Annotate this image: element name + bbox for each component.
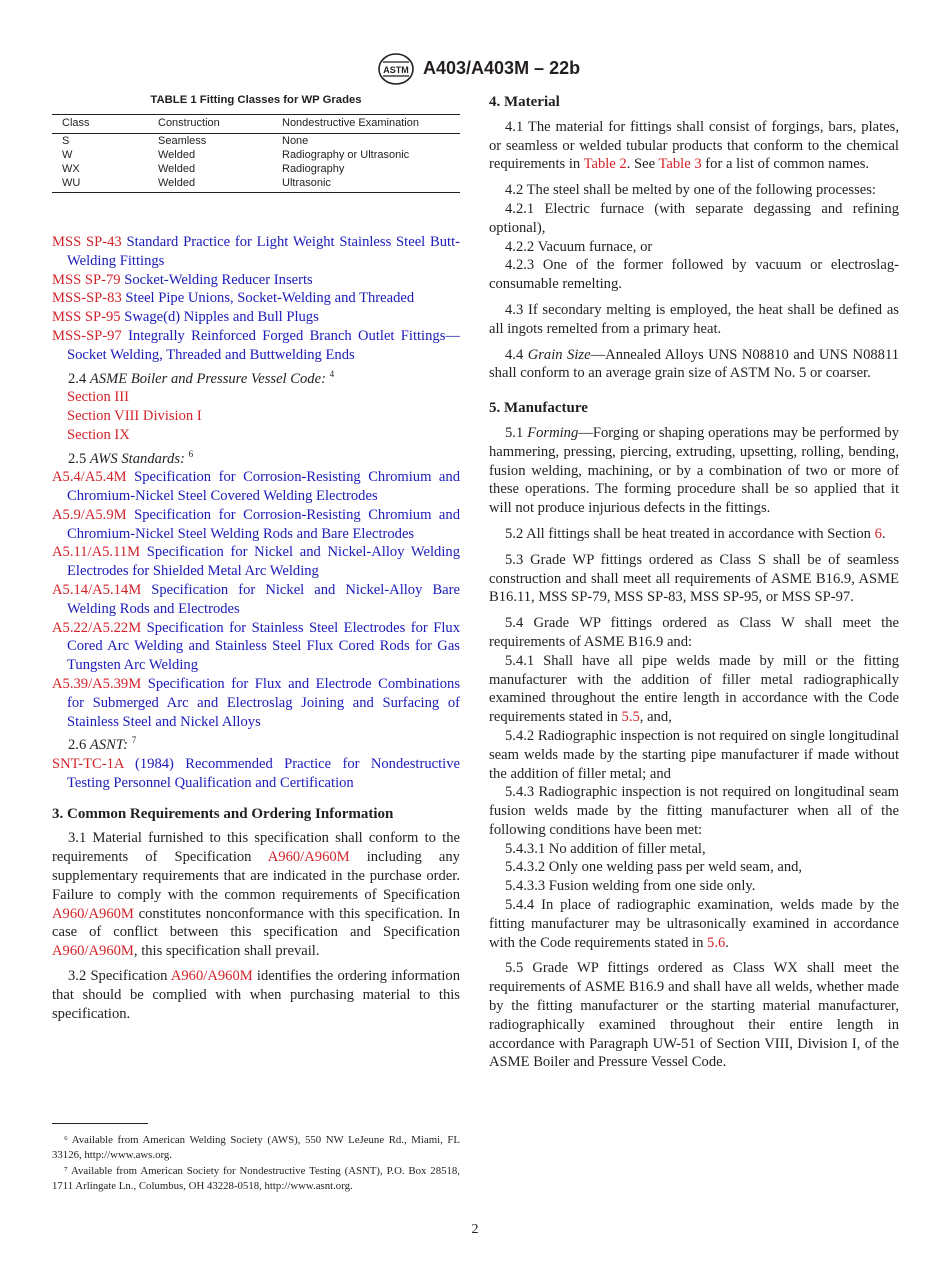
paragraph-5-4: 5.4 Grade WP fittings ordered as Class W shall meet the requirements of ASME B16.9 and: bbox=[489, 615, 899, 650]
svg-text:ASTM: ASTM bbox=[383, 65, 409, 75]
paragraph-5-4-3: 5.4.3 Radiographic inspection is not required on longitudinal seam fusion welds made by the fitting manufacturer when all of the following conditions have been met: bbox=[489, 784, 899, 838]
paragraph-4-3: 4.3 If secondary melting is employed, the heat shall be defined as all ingots remelted from a primary heat. bbox=[489, 301, 899, 337]
table-row: WX Welded Radiography bbox=[62, 163, 345, 175]
paragraph-4-2-1: 4.2.1 Electric furnace (with separate degassing and refining optional), bbox=[489, 200, 899, 236]
reference-aws-a5-9[interactable]: A5.9/A5.9M Specification for Corrosion-Resisting Chromium and Chromium-Nickel Steel Welding Rods and Bare Electrodes bbox=[52, 506, 461, 542]
table-row: WU Welded Ultrasonic bbox=[62, 177, 331, 189]
reference-snt-tc-1a[interactable]: SNT-TC-1A (1984) Recommended Practice for Nondestructive Testing Personnel Qualification and Certification bbox=[52, 756, 460, 791]
paragraph-5-4-3-3: 5.4.3.3 Fusion welding from one side only. bbox=[505, 878, 756, 895]
link-table-3[interactable]: Table 3 bbox=[658, 156, 702, 173]
paragraph-4-4: 4.4 Grain Size—Annealed Alloys UNS N08810 and UNS N08811 shall conform to an average grain size of ASTM No. 5 or coarser. bbox=[489, 346, 900, 382]
paragraph-4-1: 4.1 The material for fittings shall consist of forgings, bars, plates, or seamless or welded tubular products that conform to the chemical requirements in Table 2. See Table 3 for a list of common names. bbox=[489, 118, 899, 173]
table-row: S Seamless None bbox=[62, 135, 309, 147]
reference-aws-a5-4[interactable]: A5.4/A5.4M Specification for Corrosion-Resisting Chromium and Chromium-Nickel Steel Covered Welding Electrodes bbox=[52, 469, 461, 505]
paragraph-5-1: 5.1 Forming—Forging or shaping operations may be performed by hammering, pressing, piercing, extruding, upsetting, rolling, bending, fusion welding, machining, or by a combination of two or more of these operations. The forming procedure shall be so applied that it will not produce injurious defects in the fittings. bbox=[489, 424, 899, 517]
paragraph-5-4-3-1: 5.4.3.1 No addition of filler metal, bbox=[505, 840, 706, 857]
section-4-heading: 4. Material bbox=[489, 94, 560, 110]
table1-header-class: Class bbox=[62, 117, 90, 129]
reference-aws-a5-11[interactable]: A5.11/A5.11M Specification for Nickel and Nickel-Alloy Welding Electrodes for Shielded Metal Arc Welding bbox=[52, 544, 460, 580]
section-5-heading: 5. Manufacture bbox=[489, 400, 588, 417]
paragraph-5-2: 5.2 All fittings shall be heat treated in accordance with Section 6. bbox=[505, 525, 886, 542]
link-section-6[interactable]: 6 bbox=[874, 525, 882, 542]
link-a960[interactable]: A960/A960M bbox=[52, 943, 134, 960]
asme-heading: 2.4 ASME Boiler and Pressure Vessel Code: $^4$ bbox=[68, 368, 335, 387]
table-row: W Welded Radiography or Ultrasonic bbox=[62, 149, 410, 161]
table1-caption: TABLE 1 Fitting Classes for WP Grades bbox=[150, 94, 362, 106]
reference-mss-sp-43[interactable]: MSS SP-43 Standard Practice for Light Weight Stainless Steel Butt-Welding Fittings bbox=[52, 234, 461, 269]
link-section-5-6[interactable]: 5.6 bbox=[707, 934, 726, 951]
paragraph-5-4-3-2: 5.4.3.2 Only one welding pass per weld seam, and, bbox=[505, 859, 803, 876]
reference-mss-sp-83[interactable]: MSS-SP-83 Steel Pipe Unions, Socket-Welding and Threaded bbox=[52, 290, 415, 307]
paragraph-3-1: 3.1 Material furnished to this specification shall conform to the requirements of Specification A960/A960M including any supplementary requirements that are indicated in the purchase order. Failure to comply with the common requirements of Specification A960/A960M constitutes nonconformance with this specification. In case of conflict between this specification and Specification A960/A960M, this specification shall prevail. bbox=[52, 830, 460, 960]
reference-mss-sp-95[interactable]: MSS SP-95 Swage(d) Nipples and Bull Plugs bbox=[52, 309, 319, 326]
table1-header-nde: Nondestructive Examination bbox=[282, 117, 419, 129]
footnote-divider bbox=[52, 1123, 148, 1124]
paragraph-4-2: 4.2 The steel shall be melted by one of the following processes: bbox=[505, 182, 876, 199]
paragraph-4-2-2: 4.2.2 Vacuum furnace, or bbox=[505, 238, 653, 255]
left-column bbox=[52, 233, 460, 1023]
page-number: 2 bbox=[471, 1222, 479, 1237]
paragraph-5-4-4: 5.4.4 In place of radiographic examination, welds made by the fitting manufacturer may be ultrasonically examined in accordance with the Code requirements stated in 5.6. bbox=[489, 897, 899, 951]
paragraph-4-2-3: 4.2.3 One of the former followed by vacuum or electroslag-consumable remelting. bbox=[489, 257, 899, 293]
footnote-6: ⁶ Available from American Welding Society (AWS), 550 NW LeJeune Rd., Miami, FL 33126, http://www.aws.org. bbox=[52, 1134, 460, 1162]
footnote-7: ⁷ Available from American Society for Nondestructive Testing (ASNT), P.O. Box 28518, 1711 Arlingate Ln., Columbus, OH 43228-0518, http://www.asnt.org. bbox=[52, 1164, 460, 1193]
paragraph-5-4-1: 5.4.1 Shall have all pipe welds made by mill or the fitting manufacturer with the addition of filler metal radiographically examined throughout the entire length in accordance with the Code requirements stated in 5.5, and, bbox=[489, 652, 899, 726]
reference-aws-a5-14[interactable]: A5.14/A5.14M Specification for Nickel and Nickel-Alloy Bare Welding Rods and Electrodes bbox=[52, 582, 460, 617]
right-column bbox=[489, 93, 899, 1072]
link-a960[interactable]: A960/A960M bbox=[52, 905, 134, 922]
reference-asme-section-viii[interactable]: Section VIII Division I bbox=[67, 408, 202, 425]
table1-header-construction: Construction bbox=[158, 117, 220, 129]
link-table-2[interactable]: Table 2 bbox=[583, 156, 627, 173]
asnt-heading: 2.6 ASNT: $^7$ bbox=[68, 735, 137, 754]
reference-aws-a5-22[interactable]: A5.22/A5.22M Specification for Stainless Steel Electrodes for Flux Cored Arc Welding and Stainless Steel Flux Cored Rods for Gas Tungsten Arc Welding bbox=[52, 619, 460, 674]
reference-mss-sp-79[interactable]: MSS SP-79 Socket-Welding Reducer Inserts bbox=[52, 271, 313, 288]
document-designation: A403/A403M – 22b bbox=[423, 58, 581, 78]
paragraph-3-2: 3.2 Specification A960/A960M identifies the ordering information that should be complied with when purchasing material to this specification. bbox=[52, 968, 460, 1022]
section-3-heading: 3. Common Requirements and Ordering Information bbox=[52, 805, 394, 822]
aws-heading: 2.5 AWS Standards: $^6$ bbox=[68, 448, 194, 467]
reference-asme-section-ix[interactable]: Section IX bbox=[67, 426, 130, 443]
reference-asme-section-iii[interactable]: Section III bbox=[67, 389, 130, 406]
link-a960[interactable]: A960/A960M bbox=[267, 849, 350, 866]
link-section-5-5[interactable]: 5.5 bbox=[621, 709, 640, 726]
paragraph-5-3: 5.3 Grade WP fittings ordered as Class S shall be of seamless construction and shall meet all requirements of ASME B16.9, ASME B16.11, MSS SP-79, MSS SP-83, MSS SP-95, or MSS SP-97. bbox=[489, 551, 899, 606]
paragraph-5-4-2: 5.4.2 Radiographic inspection is not required on single longitudinal seam welds made by the starting pipe manufacturer if made without the addition of filler metal; and bbox=[489, 727, 899, 782]
link-a960[interactable]: A960/A960M bbox=[170, 968, 253, 985]
reference-aws-a5-39[interactable]: A5.39/A5.39M Specification for Flux and Electrode Combinations for Submerged Arc and Electroslag Joining and Surfacing of Stainless Steel and Nickel Alloys bbox=[52, 676, 460, 730]
reference-mss-sp-97[interactable]: MSS-SP-97 Integrally Reinforced Forged Branch Outlet Fittings—Socket Welding, Threaded and Buttwelding Ends bbox=[52, 327, 460, 363]
astm-logo-icon bbox=[377, 52, 415, 86]
footnotes bbox=[52, 1133, 460, 1195]
paragraph-5-5: 5.5 Grade WP fittings ordered as Class WX shall meet the requirements of ASME B16.9 and shall have all welds, whether made by the fitting manufacturer or the starting material manufacturer, radiographically examined throughout their entire length in accordance with Paragraph UW-51 of Section VIII, Division I, of the ASME Boiler and Pressure Vessel Code. bbox=[489, 960, 899, 1071]
